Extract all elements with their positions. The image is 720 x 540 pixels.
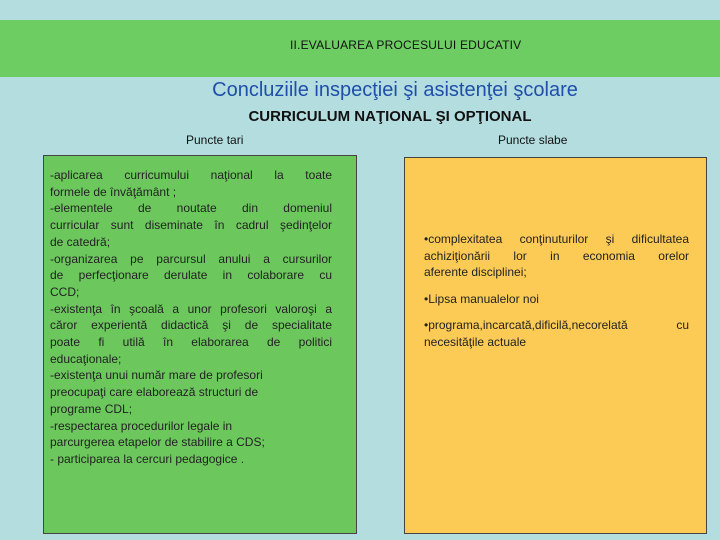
strengths-line: parcurgerea etapelor de stabilire a CDS; <box>50 435 265 450</box>
strengths-line: - participarea la cercuri pedagogice . <box>50 451 245 466</box>
strengths-line: curricular sunt diseminate în cadrul şedinţelor <box>50 218 332 233</box>
strengths-line: -existenţa unui număr mare de profesori <box>50 368 263 383</box>
weakness-item <box>424 317 689 350</box>
strengths-heading: Puncte tari <box>186 133 244 147</box>
weaknesses-box <box>404 157 707 534</box>
strengths-line: -respectarea procedurilor legale in <box>50 418 233 433</box>
page-subtitle: CURRICULUM NAŢIONAL ŞI OPŢIONAL <box>248 108 532 125</box>
weakness-item <box>424 231 689 281</box>
strengths-line: de catedră; <box>50 234 111 249</box>
strengths-line: -aplicarea curricumului naţional la toate <box>50 168 332 182</box>
strengths-line: educaţionale; <box>50 351 122 366</box>
weakness-line: achiziţionării lor in economia orelor <box>424 248 689 263</box>
strengths-line: de perfecţionare derulate in colaborare cu <box>50 268 332 283</box>
strengths-line: -existenţa în şcoală a unor profesori valoroşi a <box>50 301 332 316</box>
section-title: II.EVALUAREA PROCESULUI EDUCATIV <box>290 38 522 52</box>
strengths-line: -organizarea pe parcursul anului a cursurilor <box>50 251 332 266</box>
strengths-line: căror experientă didactică şi de specialitate <box>50 318 332 333</box>
strengths-line: formele de învăţământ ; <box>50 184 177 199</box>
weakness-line: •Lipsa manualelor noi <box>424 291 539 306</box>
page-title: Concluziile inspecţiei şi asistenţei şcolare <box>212 79 578 101</box>
strengths-line: poate fi utilă în elaborarea de politici <box>50 335 332 350</box>
weakness-line: aferente disciplinei; <box>424 265 527 279</box>
strengths-line: preocupaţi care elaborează structuri de <box>50 385 259 400</box>
strengths-line: CCD; <box>50 284 80 299</box>
weakness-line: •programa,incarcată,dificilă,necorelată cu <box>424 318 689 332</box>
weaknesses-heading: Puncte slabe <box>498 133 568 147</box>
weakness-item <box>424 291 689 308</box>
strengths-line: -elementele de noutate din domeniul <box>50 201 332 216</box>
strengths-box <box>43 155 357 534</box>
weakness-line: •complexitatea conţinuturilor şi dificultatea <box>424 232 689 246</box>
strengths-line: programe CDL; <box>50 401 133 416</box>
weakness-line: necesităţile actuale <box>424 334 527 349</box>
